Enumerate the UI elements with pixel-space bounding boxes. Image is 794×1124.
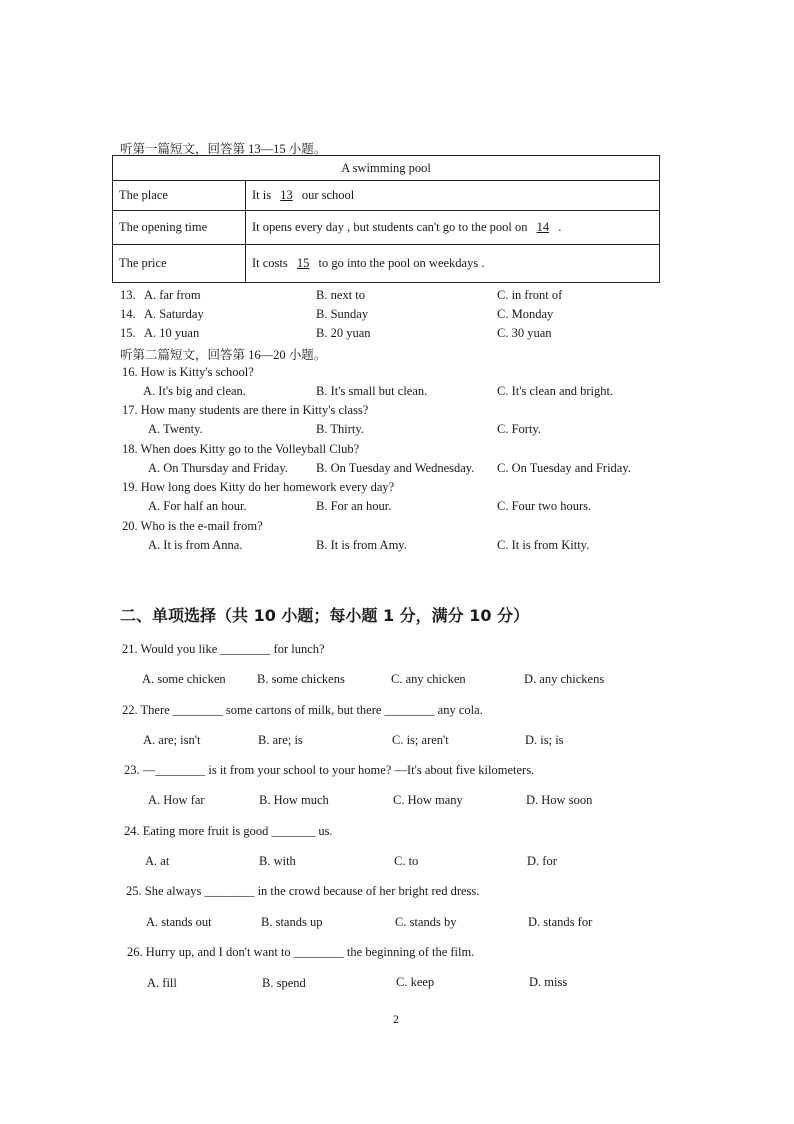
option-c: C. 30 yuan — [497, 326, 552, 340]
option-b: B. Sunday — [316, 307, 369, 321]
option-a: A. Twenty. — [148, 422, 203, 436]
option-a: A. How far — [148, 793, 205, 807]
row-label: The opening time — [113, 211, 246, 245]
row-text-post: our school — [301, 188, 355, 202]
swimming-pool-table — [112, 155, 660, 283]
blank-15: 15 — [296, 256, 310, 270]
question-stem: 17. How many students are there in Kitty's class? — [122, 403, 369, 417]
question-number: 13. — [120, 288, 136, 302]
option-a: A. fill — [147, 976, 177, 990]
question-stem: 19. How long does Kitty do her homework every day? — [122, 480, 395, 494]
option-b: B. spend — [262, 976, 306, 990]
question-stem: 26. Hurry up, and I don't want to ________ the beginning of the film. — [127, 945, 475, 959]
option-c: C. Four two hours. — [497, 499, 592, 513]
option-d: D. is; is — [525, 733, 564, 747]
question-stem: 22. There ________ some cartons of milk, but there ________ any cola. — [122, 703, 483, 717]
option-a: A. at — [145, 854, 170, 868]
option-c: C. is; aren't — [392, 733, 449, 747]
option-a: A. It is from Anna. — [148, 538, 243, 552]
option-a: A. It's big and clean. — [143, 384, 246, 398]
row-text-pre: It is — [252, 188, 272, 202]
option-c: C. How many — [393, 793, 463, 807]
option-c: C. to — [394, 854, 419, 868]
section-title: 二、单项选择（共 10 小题；每小题 1 分，满分 10 分） — [120, 606, 530, 625]
row-label: The price — [113, 245, 246, 283]
page-number: 2 — [393, 1012, 399, 1026]
question-stem: 18. When does Kitty go to the Volleyball Club? — [122, 442, 360, 456]
option-c: C. Monday — [497, 307, 554, 321]
option-c: C. Forty. — [497, 422, 541, 436]
option-b: B. stands up — [261, 915, 323, 929]
question-stem: 16. How is Kitty's school? — [122, 365, 254, 379]
option-d: D. stands for — [528, 915, 593, 929]
table-row — [113, 181, 660, 211]
table-row — [113, 211, 660, 245]
option-a: A. are; isn't — [143, 733, 201, 747]
row-text-pre: It opens every day , but students can't go to the pool on — [252, 220, 528, 234]
option-b: B. How much — [259, 793, 329, 807]
option-c: C. On Tuesday and Friday. — [497, 461, 631, 475]
question-stem: 24. Eating more fruit is good _______ us. — [124, 824, 333, 838]
option-b: B. Thirty. — [316, 422, 364, 436]
question-number: 14. — [120, 307, 136, 321]
question-stem: 21. Would you like ________ for lunch? — [122, 642, 325, 656]
option-a: A. For half an hour. — [148, 499, 247, 513]
option-a: A. far from — [144, 288, 201, 302]
option-c: C. keep — [396, 975, 435, 989]
option-b: B. 20 yuan — [316, 326, 371, 340]
option-b: B. next to — [316, 288, 365, 302]
question-stem: 25. She always ________ in the crowd because of her bright red dress. — [126, 884, 480, 898]
listening2-intro: 听第二篇短文，回答第 16—20 小题。 — [120, 348, 327, 362]
option-b: B. some chickens — [257, 672, 345, 686]
option-d: D. for — [527, 854, 557, 868]
option-a: A. some chicken — [142, 672, 226, 686]
row-content — [246, 245, 660, 283]
option-c: C. It's clean and bright. — [497, 384, 614, 398]
option-c: C. in front of — [497, 288, 563, 302]
option-a: A. On Thursday and Friday. — [148, 461, 288, 475]
row-text-post: . — [558, 220, 562, 234]
row-text-pre: It costs — [252, 256, 288, 270]
option-b: B. are; is — [258, 733, 303, 747]
row-content — [246, 211, 660, 245]
option-a: A. Saturday — [144, 307, 204, 321]
question-stem: 20. Who is the e-mail from? — [122, 519, 263, 533]
option-b: B. with — [259, 854, 296, 868]
option-b: B. On Tuesday and Wednesday. — [316, 461, 475, 475]
option-b: B. It's small but clean. — [316, 384, 428, 398]
question-number: 15. — [120, 326, 136, 340]
table-header-row — [113, 156, 660, 181]
option-c: C. any chicken — [391, 672, 466, 686]
option-c: C. stands by — [395, 915, 457, 929]
table-row — [113, 245, 660, 283]
question-stem: 23. —________ is it from your school to your home? —It's about five kilometers. — [124, 763, 535, 777]
row-label: The place — [113, 181, 246, 211]
option-d: D. any chickens — [524, 672, 605, 686]
blank-14: 14 — [536, 220, 550, 234]
option-b: B. For an hour. — [316, 499, 392, 513]
option-d: D. How soon — [526, 793, 593, 807]
table-title: A swimming pool — [113, 156, 660, 181]
option-b: B. It is from Amy. — [316, 538, 407, 552]
option-a: A. 10 yuan — [144, 326, 200, 340]
listening1-intro: 听第一篇短文，回答第 13—15 小题。 — [120, 142, 327, 156]
row-content — [246, 181, 660, 211]
option-d: D. miss — [529, 975, 568, 989]
option-c: C. It is from Kitty. — [497, 538, 590, 552]
option-a: A. stands out — [146, 915, 212, 929]
row-text-post: to go into the pool on weekdays . — [318, 256, 485, 270]
blank-13: 13 — [280, 188, 293, 202]
